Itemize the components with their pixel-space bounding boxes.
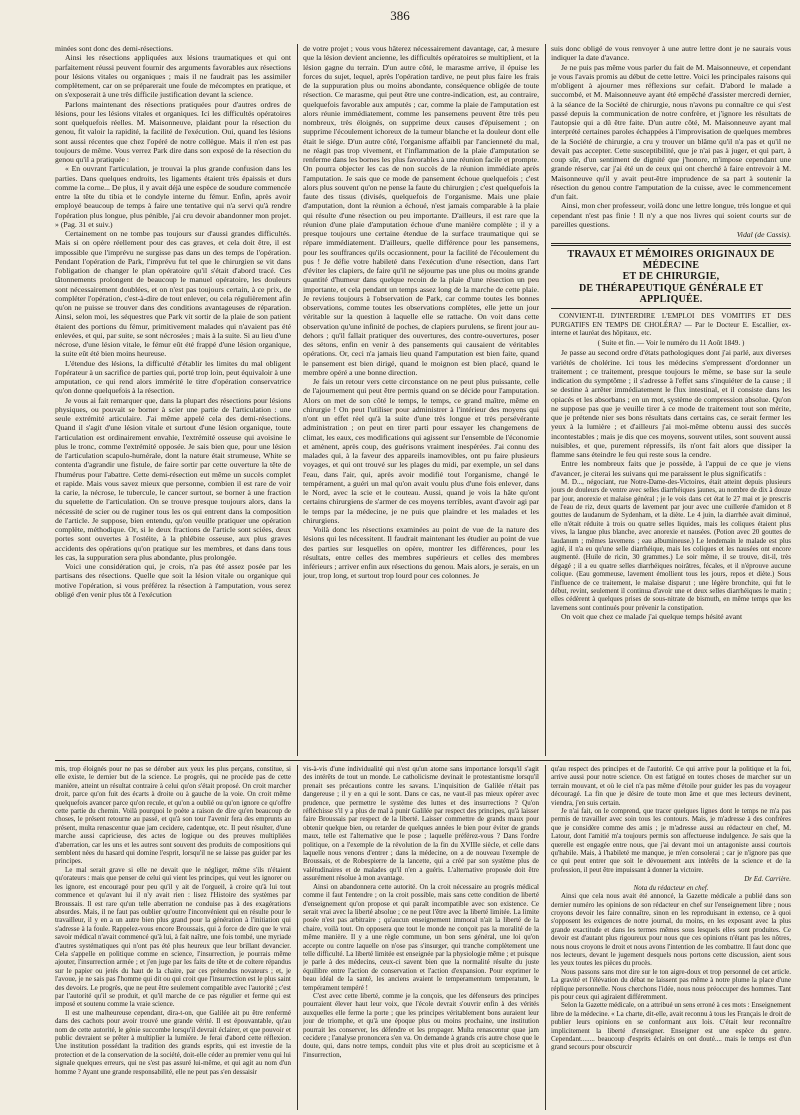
section-header [551,243,791,309]
article-continuation-note: ( Suite et fin. — Voir le numéro du 11 Août 1849. ) [597,338,745,347]
paragraph: Ainsi les résections appliquées aux lésions traumatiques et qui ont parfaitement réussi peuvent fournir des arguments favorables aux résections pour lésions vitales ou organiques ; mais il ne faudrait pas les assimiler complètement, car on se préparerait une foule de mécomptes en pratique, et on s'exposerait à une très difficile justification devant la science. [55,53,291,100]
paragraph: Voici une considération qui, je crois, n'a pas été assez posée par les partisans des résections. Quelle que soit la lésion vitale ou organique qui motive l'opération, si vous préférez la résection à l'amputation, vous serez obligé d'en venir plus tôt à l'exécution [55,562,291,599]
paragraph: mis, trop éloignés pour ne pas se dérober aux yeux les plus perçans, constitue, si elle existe, le dernier but de la science. Le progrès, qui ne procède pas de cette manière, atteint un résultat contraire à celui qu'on s'était proposé. On croit marcher droit, parce qu'on fuit des écarts à droite ou à gauche de la voie. On croit même quelquefois avancer parce qu'on recule, et qu'on a oublié ou qu'on ignore ce qu'offre cette partie du chemin. Voilà pourquoi le poète a raison de dire qu'en beaucoup de choses, le présent retourne au passé, et qu'à son tour l'avenir fera des emprunts au présent, multa renascentur quae jam cecidere, cadentque, etc. Il peut résulter, d'une marche aussi capricieuse, des actes de logique ou des preuves multipliées d'aberration, car les uns et les autres sont souvent des produits de compositions qui semblent nées du hasard qui domine l'esprit, lorsqu'il ne se laisse pas guider par les principes. [55,765,291,866]
paragraph: suis donc obligé de vous renvoyer à une autre lettre dont je ne saurais vous indiquer la date d'avance. [551,44,791,63]
paragraph: Je passe au second ordre d'états pathologiques dont j'ai parlé, aux diverses variétés de cholérine. Ici tous les médecins s'empressent d'ordonner un traitement ; ce traitement, presque toujours le même, se base sur la seule indication du symptôme ; il s'adresse à l'effet sans s'inquiéter de la cause ; il se destine à arrêter immédiatement le flux intestinal, et il consiste dans les opiacés et les absorbans ; en un mot, système de compression absolue. Qu'on ne suppose pas que je veuille tirer à ce mode de traitement tout son mérite, que je prétende nier ses bons résultats dans certains cas, ce serait fermer les yeux à la lumière ; et d'ailleurs j'ai moi-même obtenu aussi des succès incontestables ; mais je dis que ces moyens, souvent utiles, sont souvent aussi nuisibles, et que, purement répressifs, ils n'ont fait alors que dissiper la flamme sans éteindre le feu qui reste sous la cendre. [551,348,791,459]
column-divider [545,765,546,1110]
paragraph: Je vous ai fait remarquer que, dans la plupart des résections pour lésions physiques, ou pouvait se borner à scier une partie de l'articulation : une seule extrémité articulaire. J'ai même appelé cela des demi-résections. Quand il s'agit d'une lésion vitale et surtout d'une lésion organique, toute l'articulation est ordinairement envahie, l'extrémité osseuse qui avoisine le plus le tronc, comme l'extrémité opposée. Je sais bien que, pour une lésion de l'articulation scapulo-humérale, dont la nature était strumeuse, White se contenta d'agrandir une fistule, de faire sortir par cette ouverture la tête de l'humérus pour l'abattre. Cette demi-résection eut même un succès complet et rapide. Mais vous savez mieux que personne, combien il est rare de voir la carie, la nécrose, le tubercule, le cancer surtout, se borner à une fraction du squelette de l'articulation. On se trouve presque toujours alors, dans la nécessité de scier ou de ruginer tous les os qui entrent dans la composition de l'article. Je suppose, bien entendu, qu'on veuille pratiquer une opération complète, méthodique. Or, si le deux fractions de l'article sont sciées, deux portes sont ouvertes à l'ostéite, à la phlébite osseuse, aux plus graves accidents des opérations qu'on pratique sur les membres, et dans dans tous les cas, la suppuration sera plus abondante, plus prolongée. [55,395,291,562]
paragraph: Voilà donc les résections examinées au point de vue de la nature des lésions qui les nécessitent. Il faudrait maintenant les étudier au point de vue des parties sur lesquelles on opère, montrer les différences, pour les résultats, entre celles des membres supérieurs et celles des membres inférieurs ; arriver enfin aux résections du genou. Mais alors, je serais, en un jour, trop long, et surtout trop lourd pour ces colonnes. Je [303,525,539,581]
top-column-2 [303,44,539,756]
editor-note-heading: Nota du rédacteur en chef. [633,883,709,892]
paragraph: Ainsi, mon cher professeur, voilà donc une lettre longue, très longue et qui cependant n'est pas finie ! Il n'y a que nos livres qui soient courts sur de pareilles questions. [551,201,791,229]
paragraph: Parlons maintenant des résections pratiquées pour d'autres ordres de lésions, pour les lésions vitales et organiques. Ici les difficultés opératoires sont quelquefois réelles. M. Maisonneuve, plaidant pour la résection du genou, fit valoir la rapidité, la facilité de l'exécution. Oui, quand les lésions sont aussi récentes que chez l'opéré de notre collègue. Mais il n'en est pas toujours de même. Vous verrez Park dire dans son exposé de la résection du genou qu'il a pratiquée : [55,99,291,164]
paragraph: minées sont donc des demi-résections. [55,44,174,53]
paragraph: Je fais un retour vers cette circonstance on ne peut plus puissante, celle de l'ajournement qui peut être permis quand on se décide pour l'amputation. Alors on met de son côté le temps, le temps, ce grand maître, même en chirurgie ! On peut l'utiliser pour administrer à l'intérieur des moyens qui n'ont un effet réel qu'à la suite d'une très longue et très persévérante administration ; on peut en tirer parti pour essayer les changemens de climat, les eaux, ces modifications qui agissent sur l'ensemble de l'économie et amènent, après coup, des guérisons vraiment inespérées. J'ai connu des malades qui, à la faveur des appareils inamovibles, ont pu faire plusieurs voyages, et qui ont trouvé sur les plages du midi, par exemple, un sel dans l'eau, dans l'air, qui, après avoir modifié tout l'organisme, changé le tempérament, a guéri un mal qu'on avait voulu plus d'une fois enlever, dans le Nord, avec la scie et le couteau. Aussi, quand je vois la hâte qu'ont certains chirurgiens de s'armer de ces moyens terribles, avant d'avoir agi par le temps par la médecine, je ne puis que plaindre et les malades et les chirurgiens. [303,377,539,525]
paragraph: On voit que chez ce malade j'ai quelque temps hésité avant [561,612,743,622]
page-number: 386 [390,8,410,23]
paragraph: Ainsi on abandonnera cette autorité. On la croit nécessaire au progrès médical comme il faut l'entendre ; on la croit possible, mais sans cette condition de liberté d'enseignement qu'on propose et qui paraît incompatible avec son existence. Ce serait vrai avec la liberté absolue ; ce ne peut l'être avec la liberté limitée. La limite posée n'est pas arbitraire ; qu'aucun enseignement immoral n'ait la liberté de la chaire, voilà tout. On opposera que tout le monde ne conçoit pas la moralité de la même manière. Il y a une règle commune, un bon sens général, une loi qu'on accepte ou contre laquelle on n'ose pas s'insurger, qui tranche complètement une telle difficulté. La liberté limitée est enseignée par la physiologie même ; et puisque je parle à des médecins, ceux-ci savent bien que la normalité résulte du juste équilibre entre l'action de conservation et l'action d'expansion. Pour exprimer le beau idéal de la santé, les anciens avaient le temperamentum temperatum, le tempérament tempéré ! [303,882,539,992]
section-title-line-2: ET DE CHIRURGIE, [622,271,720,283]
paragraph: Certainement on ne tombe pas toujours sur d'aussi grandes difficultés. Mais si on opère réellement pour des cas graves, et cela doit être, il est impossible que l'imprévu ne surgisse pas dans un des temps de l'opération. Pendant l'opération de Park, l'imprévu fut tel que le chirurgien se vit dans l'obligation de changer le plan opératoire qu'il s'était d'abord tracé. Ces tâtonnements prolongent de beaucoup le manuel opératoire, les douleurs sont nécessairement doublées, et on n'est pas toujours certain, à ce prix, de compléter l'opération, c'est-à-dire de tout enlever, ou cela régulièrement afin qu'on ne puisse se trouver dans des conditions avantageuses de réparation. Ainsi, selon moi, les séquestres que Park vit sortir de la plaie de son patient étaient des portions du fémur, primitivement malades qui n'avaient pas été enlevées, et qui, par suite, se sont nécrosées ; mais à la suite. Si au lieu d'une nécrose, d'une lésion vitale, le fémur eût été frappé d'une lésion organique, la suite eût été bien moins heureuse. [55,229,291,359]
author-signature: Vidal (de Cassis). [736,230,791,239]
bottom-column-2 [303,765,539,1110]
top-column-3 [551,44,791,756]
paragraph: C'est avec cette liberté, comme je la conçois, que les défenseurs des principes pourraient élever haut leur voix, que l'école devrait s'ouvrir enfin à des vérités auxquelles elle ferme la porte ; que les principes véritablement bons auraient leur jour de triomphe, et qu'à une époque plus ou moins prochaine, une institution pourrait les conserver, les défendre et les propager. Multa renascentur quae jam cecidere ; l'analyse prononcera s'en va. On demande à grands cris autre chose que le doute, qui, dans notre temps, conduit plus vite et plus droit au scepticisme et à l'insurrection, [303,991,539,1059]
bottom-column-1 [55,765,291,1110]
paragraph: Selon la Gazette médicale, on a attribué un sens erroné à ces mots : Enseignement libre de la médecine. « La charte, dit-elle, avait reconnu à tous les Français le droit de publier leurs opinions en se conformant aux lois. C'était leur reconnaître implicitement la liberté d'enseigner. Enseigner est une espèce du genre. Cependant........ beaucoup d'esprits éclairés en ont douté.... mais le temps est d'un grand secours pour obscurcir [551,1001,791,1052]
paragraph: Il est une malheureuse cependant, dira-t-on, que Galilée ait pu être renfermé dans des cachots pour avoir trouvé une grande vérité. Il est épouvantable, qu'au nom de cette autorité, le génie succombe lorsqu'il devrait éclairer, et que pouvoir et public devraient se prêter à multiplier la lumière. Je ferai d'abord cette réflexion. Une institution possédant la tradition des grands esprits, qui est investie de la protection et de la conservation de la société, doit-elle céder au premier venu qui lui signale quelques erreurs, qui ne s'est pas assuré lui-même, et qui agit au nom d'un homme ? Ayant une grande responsabilité, elle ne peut pas s'en dessaisir [55,1008,291,1076]
section-divider [55,760,791,761]
paragraph: Le mal serait grave si elle ne devait que le négliger, même s'ils n'étaient qu'orateurs : mais que penser de celui qui vient les principes, qui veut les ignorer ou les ignore, est encouragé pour peu qu'il y ait de l'orgueil, à croire qu'à lui tout commence et qu'avant lui il n'y avait rien : lisez l'Histoire des systèmes par Broussais. Il est rare qu'un telle aberration ne conduise pas à des exagérations absurdes. Mais, il ne faut pas oublier qu'outre l'inconvénient qui en résulte pour le travailleur, il y en a un autre bien plus grand pour la génération à l'initiation qui s'adresse à la foule. Rappelez-vous encore Broussais, qui à force de dire que le vrai savoir médical n'avait commencé qu'à lui, à fait naître, une fois tombé, une myriade d'autres systématiques qui n'ont pas été plus heureux que leur brillant devancier. Cela s'appelle en politique comme en science, l'insurrection, je pourrais même ajouter, l'insurrection armée ; et j'en juge par les faits de tête et de coltere répandus sur le papier ou jetés du haut de la chaire, par ces prétendus novateurs ; et, je l'avoue, je ne sais pas l'homme qui dit ou qui croit que l'insurrection est le plus saint des devoirs. Le progrès, que ne peut être seulement compatible avec l'autorité ; c'est par l'autorité qu'il se produit, et qu'il marche de ce pas régulier et ferme qui est imposé et soutenu comme la vraie science. [55,865,291,1009]
article-title: CONVIENT-IL D'INTERDIRE L'EMPLOI DES VOMITIFS ET DES PURGATIFS EN TEMPS DE CHOLÉRA? — Par le Docteur E. Escallier, ex-interne et lauréat des hôpitaux, etc. [551,312,791,338]
section-title-line-3: DE THÉRAPEUTIQUE GÉNÉRALE ET APPLIQUÉE. [578,283,764,306]
author-signature: Dr Ed. Carrière. [744,875,791,884]
paragraph: Ainsi que cela nous avait été annoncé, la Gazette médicale a publié dans son dernier numéro les opinions de son rédacteur en chef sur l'enseignement libre ; nous croyons devoir les faire connaître, sinon en les reproduisant in extenso, ce à quoi s'opposent les exigences de notre journal, du moins, en les exposant avec la plus grande exactitude et dans les termes mêmes sous lesquels elles sont produites. Ce devoir est d'autant plus rigoureux pour nous que ces opinions n'étant pas les nôtres, nous nous croyons le droit et nous avons l'intention de les combattre. Il faut donc que nos lecteurs, devant le jugement desquels nous portons cette discussion, aient sous les yeux toutes les pièces du procès. [551,892,791,968]
paragraph: vis-à-vis d'une individualité qui n'est qu'un atome sans importance lorsqu'il s'agit des intérêts de tout un monde. Le catholicisme devinait le protestantisme lorsqu'il prenait ses précautions contre les savans. L'inquisition de Galilée n'était pas dangereuse ; il y en a qui le sont. Dans ce cas, ne vaut-il pas mieux opérer avec prudence, que permettre le système des luttes et des insurrections ? Qu'on réfléchisse s'il y a plus de mal à punir Galilée par respect des principes, qu'à laisser faire Broussais par respect de la liberté. Laisser commettre de grands maux pour obtenir quelque bien, ou retarder de quelques années le bien pour éviter de grands maux, telle est l'alternative que le pose ; laquelle préférez-vous ? Dans l'ordre politique, on a l'exemple de la révolution de la fin du XVIIIe siècle, et celle dans laquelle nous venons d'entrer ; dans la médecine, on a de nouveau l'exemple de Broussais, et de Robespierre de la lancette, qui a créé par son système plus de valétudinaires et de malades qu'il n'en a guéris. L'alternative proposée doit être assurément résolue à mon avantage. [303,765,539,883]
paragraph: L'étendue des lésions, la difficulté d'établir les limites du mal obligent l'opérateur à un sacrifice de parties qui, porté trop loin, peut équivaloir à une amputation, ce qui rend alors immérité le titre d'opération conservatrice qu'on donne quelquefois à la résection. [55,358,291,396]
paragraph: Nous passons sans mot dire sur le ton aigre-doux et trop personnel de cet article. La gravité et l'élévation du débat ne laissent pas même à notre plume la place d'une réplique personnelle. Nous cherchons l'idée, nous nous préoccuper des hommes. Tant pis pour ceux qui agiraient différemment. [551,967,791,1001]
paragraph: Je ne puis pas même vous parler du fait de M. Maisonneuve, et cependant je vous l'avais promis au début de cette lettre. Voici les principales raisons qui m'obligent à ajourner mes réflexions sur cefait. D'abord le malade a succombé, et M. Maisonneuve ayant été empêché d'assister mercredi dernier, à la séance de la Société de chirurgie, nous n'avons pu connaître ce qui s'est passé depuis la communication de notre confrère, et j'ignore les résultats de l'autopsie qui a dû être faite. D'un autre côté, M. Maisonneuve ayant mal interprété certaines paroles échappées à l'improvisation de quelques membres de la Société de chirurgie, a cru y trouver un blâme qu'il n'a pas et qu'il ne devait pas accepter. Cette susceptibilité, que je n'ai pas à juger, et qui part, à coup sûr, d'un sentiment de dignité que j'honore, m'impose cependant une grande réserve, car j'ai été un de ceux qui ont cherché à faire entrevoir à M. Maisonneuve qu'il y avait peut-être imprudence de sa part à soutenir la résection du genou contre l'amputation de la cuisse, avec le commencement d'un fait. [551,62,791,201]
article-heading [551,312,791,347]
paragraph: qu'au respect des principes et de l'autorité. Ce qui arrive pour la politique et la foi, arrive aussi pour notre science. On est fatigué en toutes choses de marcher sur un terrain mouvant, et où le ciel n'a pas même d'étoile pour guider les pas du voyageur découragé. La fin que je désire de toute mon âme et que mes lecteurs devinent, viendra, j'en suis certain. [551,765,791,807]
column-divider [545,44,546,756]
paragraph: de votre projet ; vous vous hâterez nécessairement davantage, car, à mesure que la lésion devient ancienne, les difficultés opératoires se multiplient, et la lésion gagne du terrain. D'un autre côté, le marasme arrive, il épuise les forces du sujet, lequel, après l'opération tardive, ne peut plus faire les frais de la suppuration plus ou moins abondante, conséquence obligée de toute résection. Ce marasme, qui peut être une contre-indication, est, au contraire, quelquefois favorable aux amputés ; car, comme la plaie de l'amputation est alors réunie immédiatement, comme les pansemens peuvent être très peu nombreux, très éloignés, on supprime deux causes d'épuisement ; on supprime l'écoulement ichoreux de la tumeur blanche et la douleur dont elle était le siége. D'un autre côté, l'organisme affaibli par l'ancienneté du mal, ne réagit pas trop vivement, et l'inflammation de la plaie d'amputation se renferme dans les bornes les plus favorables à une réunion facile et prompte. On pourra objecter les cas de non succès de la réunion immédiate après l'amputation. Je sais que ce mode de pansement échoue quelquefois ; c'est alors plus souvent qu'on ne pense la faute du chirurgien ; c'est quelquefois la faute des tissus (divisés, quelquefois de l'organisme. Mais une plaie d'amputation, dont la réunion a échoué, n'est jamais comparable à la plaie qui résulte d'une résection ou peu importante. D'ailleurs, il est rare que la réunion d'une plaie d'amputation échoue d'une manière complète ; il y a presque toujours une certaine étendue de la surface traumatique qui se répare immédiatement. D'ailleurs, quelle différence pour les pansemens, pour les souffrances qu'ils occasionnent, pour la facilité de l'écoulement du pus ! Je défie votre habileté dans l'exécution d'une résection, dans l'art d'éviter les clapiers, de faire qu'il ne séjourne pas une plus ou moins grande quantité d'humeur dans quelque recoin de la plaie d'une résection un peu importante, et cela pendant un temps assez long de la marche de cette plaie. Je reviens toujours à l'observation de Park, car comme toutes les bonnes observations, comme toutes les observations complètes, elle jette un jour véritable sur la question à laquelle elle se rattache. On voit dans cette observation qu'une infinité de poches, de clapiers purulens, se firent jour au-dehors ; qu'il fallait pratiquer des ouvertures, des contre-ouvertures, poser des sétons, enfin en venir à des pansements qui causaient de véritables opérations. Or, ceci n'a jamais lieu quand l'amputation est bien faite, quand le pansement est bien dirigé, quand le moignon est bien placé, quand le membre opéré a une bonne direction. [303,44,539,377]
case-report: M. D..., négociant, rue Notre-Dame-des-Victoires, était atteint depuis plusieurs jours de douleurs de ventre avec selles diarrhéiques jaunes, au nombre de dix à douze par jour, anorexie et malaise général ; je le vois dans cet état le 27 mai et je prescris de l'eau de riz, deux quarts de lavement par jour avec une cuillerée d'amidon et 8 gouttes de laudanum de Sydenham, et la diète. Le 4 juin, la diarrhée avait diminué, elle n'était réduite à trois ou quatre selles liquides, mais les coliques étaient plus vives, la langue plus blanche, avec anorexie et nausées. (Potion avec 20 gouttes de laudanum ; mêmes lavemens ; eau albumineuse.) Le lendemain le malade est plus agité, il n'a eu qu'une selle diarrhéique, mais les coliques et les nausées ont encore augmenté. (Huile de ricin, 30 grammes.) Le soir même, il se trouve, dit-il, très dégagé ; il a eu quatre selles diarrhéiques noirâtres, fécales, et il n'éprouve aucune colique. (Eau gommeuse, lavement émollient tous les jours, repos et diète.) Sous l'influence de ce traitement, le malaise disparut ; une légère bronchite, qui fut le début, revint, seulement il continua d'avoir une et deux selles diarrhéiques le matin ; elles cédèrent à quelques prises de sous-nitrate de bismuth, en même temps que les lavemens sont continués pour prévenir la constipation. [551,477,791,612]
bottom-column-3 [551,765,791,1110]
column-divider [297,44,298,756]
quotation: « En ouvrant l'articulation, je trouvai la plus grande confusion dans les parties. Dans quelques endroits, les ligaments étaient très épaissis et durs comme la corne... De plus, il y avait déjà une espèce de soudure commencée entre la tête du tibia et le condyle interne du fémur. Enfin, après avoir employé beaucoup de temps à faire une tentative qui n'a servi qu'à rendre l'opération plus longue, plus pénible, j'ai cru devoir abandonner mon projet. » (Pag. 31 et suiv.) [55,164,291,229]
top-column-1 [55,44,291,756]
paragraph: Entre les nombreux faits que je possède, à l'appui de ce que je viens d'avancer, je citerai les suivans qui me paraissent le plus significatifs : [551,459,791,478]
section-title-line-1: TRAVAUX ET MÉMOIRES ORIGINAUX DE MÉDECINE [567,249,775,272]
paragraph: Je n'ai fait, on le comprend, que tracer quelques lignes dont le temps ne m'a pas permis de travailler avec soin tous les contours. Mais, je m'adresse à des confrères que je considère comme des amis ; je m'adresse aussi au rédacteur en chef, M. Latour, dont l'amitié m'a toujours permis son affectueuse indulgence. Je sais que la querelle est engagée entre nous, que j'ai devant moi un antagoniste aussi courtois qu'habile. Mais, à l'habileté me manque, je m'en consolerai ; car je n'ignore pas que ce qui peut entrer que soit le dévouement aux intérêts de la science et de la profession, il peut être impuissant à donner la victoire. [551,807,791,874]
column-divider [297,765,298,1110]
